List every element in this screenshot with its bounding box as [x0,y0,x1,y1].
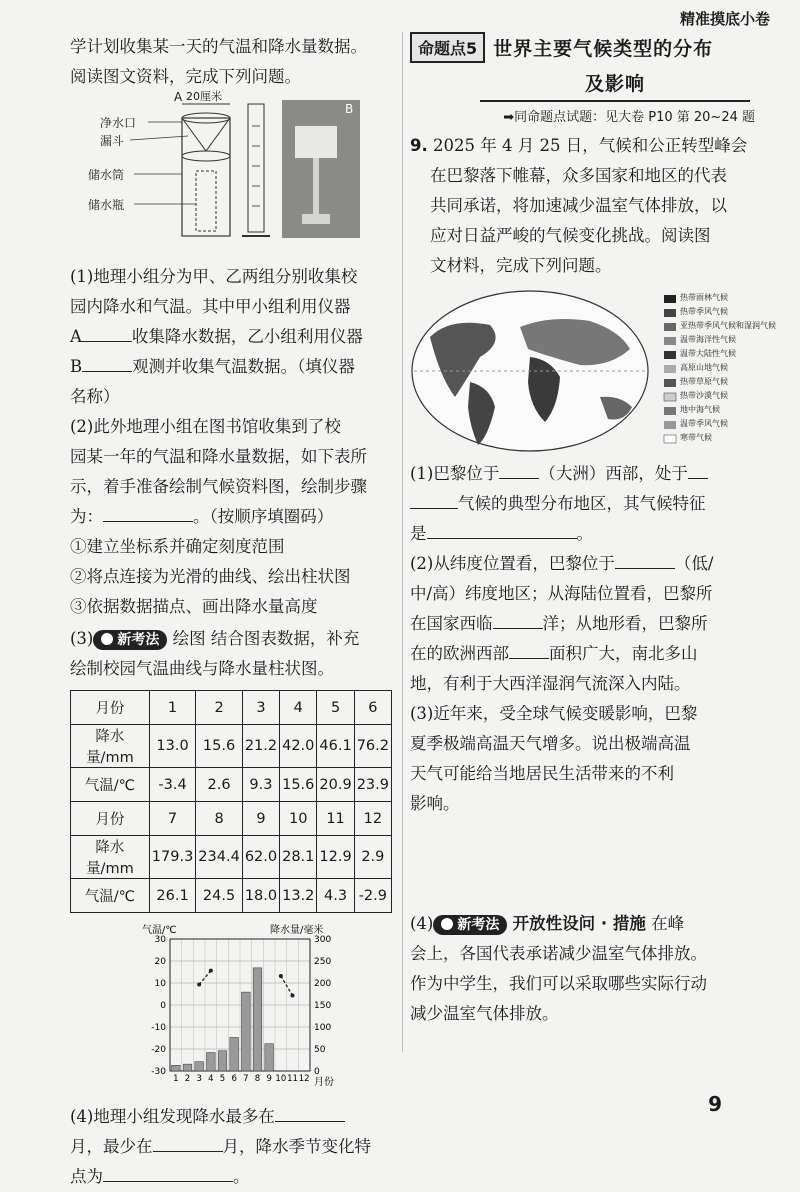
q1-text: 观测并收集气温数据。（填仪器 [132,357,355,376]
legend-item: 温带季风气候 [680,419,728,428]
question-9 [410,131,755,281]
table-header: 降水量/mm [71,725,150,768]
table-cell: 234.4 [196,836,243,879]
table-cell: 12.9 [317,836,354,879]
badge-label: 新考法 [117,632,160,648]
y-tick-label: 30 [154,935,166,945]
legend-item: 热带雨林气候 [680,293,728,302]
precip-bar [183,1064,192,1071]
p1-text: 是 [410,524,427,543]
y-tick-label: -20 [151,1045,166,1055]
table-cell: 10 [280,802,317,836]
new-method-badge [433,915,507,935]
y2-tick-label: 150 [314,1001,332,1011]
table-cell: 8 [196,802,243,836]
question-1 [70,262,400,412]
q9-line: 文材料，完成下列问题。 [430,256,612,275]
arrow-icon: ➡ [503,110,515,125]
temp-point [291,994,295,998]
step-option: ①建立坐标系并确定刻度范围 [70,537,285,556]
q9-line: 在巴黎落下帷幕，众多国家和地区的代表 [430,166,727,185]
table-cell: -3.4 [149,768,196,802]
p1-text: (1)巴黎位于 [410,464,500,483]
y-tick-label: -30 [151,1067,166,1077]
y-tick-label: -10 [151,1023,166,1033]
apparatus-label-width: 20厘米 [186,90,222,103]
climate-data-table [70,690,392,913]
question-9-2 [410,549,755,699]
table-cell: 5 [317,691,354,725]
question-9-1 [410,459,755,549]
table-row [71,725,392,768]
table-cell: 13.0 [149,725,196,768]
p4-line: 作为中学生，我们可以采取哪些实际行动 [410,974,707,993]
x-axis-label: 月份 [314,1077,334,1088]
q3-prefix: (3) [70,629,94,648]
reference-note [410,106,755,125]
p4-line: 减少温室气体排放。 [410,1004,559,1023]
q3-line [70,624,400,654]
answer-blank[interactable] [153,1134,223,1152]
y-axis-label: 气温/℃ [142,925,177,936]
table-row [71,836,392,879]
p4-line [410,909,755,939]
apparatus-label-cylinder: 储水筒 [88,168,125,182]
p2-text: 面积广大，南北多山 [549,644,698,663]
precip-bar [253,968,262,1071]
x-tick-label: 2 [184,1074,191,1084]
table-header: 气温/℃ [71,879,150,913]
y2-axis-label: 降水量/毫米 [270,925,324,936]
apparatus-figure [70,90,400,256]
table-header: 月份 [71,691,150,725]
p4-line: 会上，各国代表承诺减少温室气体排放。 [410,944,707,963]
x-tick-label: 6 [231,1074,237,1084]
answer-blank[interactable] [275,1104,345,1122]
table-cell: -2.9 [354,879,391,913]
table-cell: 15.6 [196,725,243,768]
p1-line [410,489,755,519]
table-row [71,879,392,913]
p2-line [410,549,755,579]
table-cell: 4 [280,691,317,725]
x-tick-label: 11 [287,1074,298,1084]
left-column [70,32,400,1192]
answer-blank[interactable] [103,504,193,522]
table-header: 月份 [71,802,150,836]
table-cell: 15.6 [280,768,317,802]
climate-chart [70,923,400,1098]
apparatus-label-mouth: 净水口 [100,116,137,130]
q9-line: 共同承诺，将加速减少温室气体排放，以 [430,196,727,215]
q4-line [70,1102,400,1132]
table-cell: 62.0 [242,836,279,879]
table-cell: 6 [354,691,391,725]
q1-line [70,322,400,352]
x-tick-label: 7 [243,1074,249,1084]
topic-title: 世界主要气候类型的分布 [493,38,714,60]
p1-text: （大洲）西部，处于 [539,464,688,483]
y2-tick-label: 0 [314,1067,320,1077]
q1-line: 园内降水和气温。其中甲小组利用仪器 [70,297,351,316]
p4-title: 开放性设问 · 措施 [512,914,646,933]
table-row [71,802,392,836]
table-cell: 9.3 [242,768,279,802]
legend-item: 寒带气候 [680,433,712,442]
step-option: ③依据数据描点、画出降水量高度 [70,597,318,616]
q2-line: 示，着手准备绘制气候资料图，绘制步骤 [70,477,367,496]
precip-bar [230,1037,239,1071]
answer-blank[interactable] [82,354,132,372]
q1-text: A [70,327,82,346]
y2-tick-label: 200 [314,979,332,989]
answer-blank[interactable] [427,521,577,539]
answer-blank[interactable] [82,324,132,342]
precip-bar [207,1053,216,1071]
q2-text: 。（按顺序填圈码） [193,507,334,526]
topic-heading [410,32,755,63]
legend-item: 热带草原气候 [680,377,728,386]
p4-prefix: (4) [410,914,434,933]
table-header: 气温/℃ [71,768,150,802]
apparatus-label-a: A [174,90,183,104]
y-tick-label: 0 [160,1001,166,1011]
table-cell: 2 [196,691,243,725]
q9-text: 2025 年 4 月 25 日，气候和公正转型峰会 [433,136,748,155]
table-cell: 13.2 [280,879,317,913]
table-cell: 20.9 [317,768,354,802]
x-tick-label: 5 [219,1074,226,1084]
table-row [71,691,392,725]
p1-line [410,459,755,489]
question-number: 9. [410,136,428,155]
q2-line: 园某一年的气温和降水量数据，如下表所 [70,447,367,466]
question-9-4 [410,909,755,1029]
p1-text: 。 [576,524,593,543]
x-tick-label: 4 [208,1074,214,1084]
precip-bar [242,992,251,1071]
q9-line [410,131,755,161]
question-4 [70,1102,400,1192]
p2-line: 地，有利于大西洋湿润气流深入内陆。 [410,674,691,693]
answer-blank[interactable] [509,641,549,659]
question-2 [70,412,400,622]
table-cell: 21.2 [242,725,279,768]
y-tick-label: 10 [154,979,166,989]
table-cell: 23.9 [354,768,391,802]
temp-point [209,969,213,973]
q4-text: 月，降水季节变化特 [222,1137,371,1156]
legend-item: 亚热带季风气候和湿润气候 [680,321,776,330]
q1-line [70,352,400,382]
new-method-badge [93,630,167,650]
q4-text: 点为 [70,1167,103,1186]
legend-item: 温带海洋性气候 [680,335,736,344]
answer-blank[interactable] [499,461,539,479]
temp-point [197,983,201,987]
q4-line [70,1162,400,1192]
table-cell: 3 [242,691,279,725]
legend-item: 热带沙漠气候 [680,391,728,400]
answer-blank[interactable] [493,611,543,629]
y2-tick-label: 300 [314,935,332,945]
p1-line [410,519,755,549]
x-tick-label: 3 [196,1074,202,1084]
topic-box: 命题点5 [410,32,485,63]
legend-item: 热带季风气候 [680,307,728,316]
q4-text: 月，最少在 [70,1137,153,1156]
table-cell: 42.0 [280,725,317,768]
header-tag: 精准摸底小卷 [679,10,770,28]
p2-text: 洋；从地形看，巴黎所 [542,614,708,633]
table-header: 降水量/mm [71,836,150,879]
step-option: ②将点连接为光滑的曲线、绘出柱状图 [70,567,351,586]
table-cell: 2.9 [354,836,391,879]
apparatus-label-bottle: 储水瓶 [88,198,125,212]
table-cell: 26.1 [149,879,196,913]
p4-text: 在峰 [651,914,685,933]
legend-item: 温带大陆性气候 [680,349,736,358]
table-cell: 11 [317,802,354,836]
precip-bar [195,1062,204,1071]
p3-line: 天气可能给当地居民生活带来的不利 [410,764,674,783]
p2-line: 中/高）纬度地区；从海陆位置看，巴黎所 [410,584,713,603]
q2-line: (2)此外地理小组在图书馆收集到了校 [70,417,341,436]
apparatus-label-funnel: 漏斗 [100,134,125,148]
badge-label: 新考法 [457,917,500,933]
y2-tick-label: 50 [314,1045,326,1055]
legend-item: 地中海气候 [680,405,720,414]
p2-text: 在国家西临 [410,614,493,633]
temp-point [279,974,283,978]
q3-text: 绘图 结合图表数据，补充 [172,629,360,648]
world-climate-map [410,287,776,455]
y-tick-label: 20 [154,957,166,967]
p2-text: 在的欧洲西部 [410,644,509,663]
table-cell: 4.3 [317,879,354,913]
table-cell: 18.0 [242,879,279,913]
p3-line: 夏季极端高温天气增多。说出极端高温 [410,734,691,753]
table-cell: 179.3 [149,836,196,879]
p3-line: 影响。 [410,794,460,813]
answer-blank[interactable] [103,1164,233,1182]
table-cell: 24.5 [196,879,243,913]
q1-line: 名称） [70,387,120,406]
precip-bar [218,1051,227,1071]
table-cell: 9 [242,802,279,836]
reference-text: 同命题点试题：见大卷 P10 第 20~24 题 [514,110,755,125]
column-divider [402,32,403,1052]
table-cell: 1 [149,691,196,725]
x-tick-label: 12 [298,1074,310,1084]
table-row [71,768,392,802]
x-tick-label: 8 [254,1074,261,1084]
legend-item: 高原山地气候 [680,363,728,372]
q9-line: 应对日益严峻的气候变化挑战。阅读图 [430,226,711,245]
question-9-3 [410,699,755,819]
x-tick-label: 10 [275,1074,287,1084]
q4-text: 。 [233,1167,250,1186]
page-number: 9 [708,1092,722,1116]
climate-chart-svg [70,923,400,1098]
table-cell: 2.6 [196,768,243,802]
q1-text: B [70,357,83,376]
p2-line [410,639,755,669]
lightbulb-icon [441,918,453,930]
p2-line [410,609,755,639]
y2-tick-label: 100 [314,1023,332,1033]
table-cell: 28.1 [280,836,317,879]
apparatus-label-b: B [345,102,354,116]
p2-text: (2)从纬度位置看，巴黎位于 [410,554,615,573]
table-cell: 7 [149,802,196,836]
table-cell: 76.2 [354,725,391,768]
answer-blank[interactable] [410,491,458,509]
q2-text: 为： [70,507,103,526]
table-cell: 46.1 [317,725,354,768]
intro-line: 阅读图文资料，完成下列问题。 [70,67,301,86]
y2-tick-label: 250 [314,957,332,967]
p3-line: (3)近年来，受全球气候变暖影响，巴黎 [410,704,698,723]
intro-line: 学计划收集某一天的气温和降水量数据。 [70,37,367,56]
q3-line: 绘制校园气温曲线与降水量柱状图。 [70,659,334,678]
q1-line: (1)地理小组分为甲、乙两组分别收集校 [70,267,358,286]
answer-blank[interactable] [615,551,675,569]
q1-text: 收集降水数据，乙小组利用仪器 [131,327,363,346]
q2-line [70,502,400,532]
answer-space[interactable] [410,819,755,909]
p2-text: （低/ [674,554,714,573]
lightbulb-icon [101,633,113,645]
right-column [410,32,776,1029]
topic-title-cont: 及影响 [480,69,750,102]
precip-bar [265,1044,274,1071]
table-cell: 12 [354,802,391,836]
map-legend [680,291,776,445]
q4-text: (4)地理小组发现降水最多在 [70,1107,275,1126]
q4-line [70,1132,400,1162]
x-tick-label: 1 [173,1074,179,1084]
p1-text: 气候的典型分布地区，其气候特征 [458,494,706,513]
precip-bar [172,1065,181,1071]
x-tick-label: 9 [266,1074,272,1084]
question-3 [70,624,400,684]
answer-blank[interactable] [688,461,708,479]
